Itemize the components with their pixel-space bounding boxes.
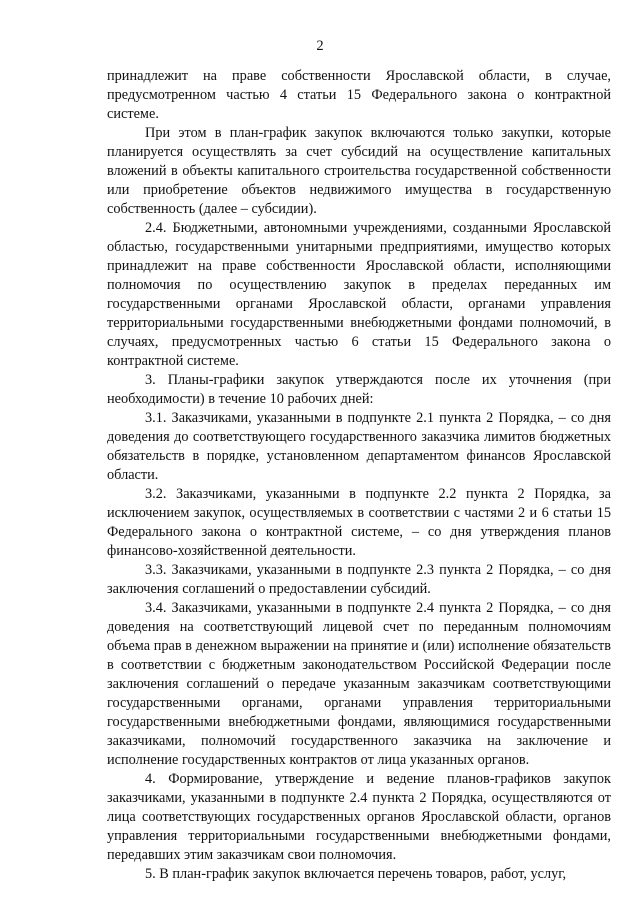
paragraph-3-1: 3.1. Заказчиками, указанными в подпункте 2.1 пункта 2 Порядка, – со дня доведения до соответствующего государственного заказчика лимитов бюджетных обязательств в порядке, установленном департаментом финансов Ярославской области. <box>107 410 611 483</box>
paragraph-subsidies-note: При этом в план-график закупок включаются только закупки, которые планируется осуществлять за счет субсидий на осуществление капитальных вложений в объекты капитального строительства государственной собственности или приобретение объектов недвижимого имущества в государственную собственность (далее – субсидии). <box>107 125 611 217</box>
paragraph-5: 5. В план-график закупок включается перечень товаров, работ, услуг, <box>145 866 567 882</box>
paragraph-2-4: 2.4. Бюджетными, автономными учреждениями, созданными Ярославской областью, государственными унитарными предприятиями, имущество которых принадлежит на праве собственности Ярославской области, исполняющими полномочия по осуществлению закупок в пределах переданных им государственными органами Ярославской области, органами управления территориальными государственными внебюджетными фондами полномочий, в случаях, предусмотренных частью 6 статьи 15 Федерального закона о контрактной системе. <box>107 220 611 369</box>
paragraph-3: 3. Планы-графики закупок утверждаются после их уточнения (при необходимости) в течение 10 рабочих дней: <box>107 372 611 407</box>
paragraph-3-3: 3.3. Заказчиками, указанными в подпункте 2.3 пункта 2 Порядка, – со дня заключения соглашений о предоставлении субсидий. <box>107 562 611 597</box>
document-body <box>107 67 611 884</box>
paragraph-4: 4. Формирование, утверждение и ведение планов-графиков закупок заказчиками, указанными в подпункте 2.4 пункта 2 Порядка, осуществляются от лица соответствующих государственных органов Ярославской области, органов управления территориальными государственными внебюджетными фондами, передавших этим заказчикам свои полномочия. <box>107 771 611 863</box>
paragraph-3-2: 3.2. Заказчиками, указанными в подпункте 2.2 пункта 2 Порядка, за исключением закупок, осуществляемых в соответствии с частями 2 и 6 статьи 15 Федерального закона о контрактной системе, – со дня утверждения планов финансово-хозяйственной деятельности. <box>107 486 611 559</box>
page-number: 2 <box>316 38 324 54</box>
paragraph-continuation: принадлежит на праве собственности Ярославской области, в случае, предусмотренном частью 4 статьи 15 Федерального закона о контрактной системе. <box>107 68 611 122</box>
paragraph-3-4: 3.4. Заказчиками, указанными в подпункте 2.4 пункта 2 Порядка, – со дня доведения на соответствующий лицевой счет по переданным полномочиям объема прав в денежном выражении на принятие и (или) исполнение обязательств в соответствии с бюджетным законодательством Российской Федерации после заключения соглашений о передаче указанным заказчикам соответствующими государственными органами, органами управления территориальными государственными внебюджетными фондами, являющимися государственными заказчиками, полномочий государственного заказчика на заключение и исполнение государственных контрактов от лица указанных органов. <box>107 600 611 768</box>
